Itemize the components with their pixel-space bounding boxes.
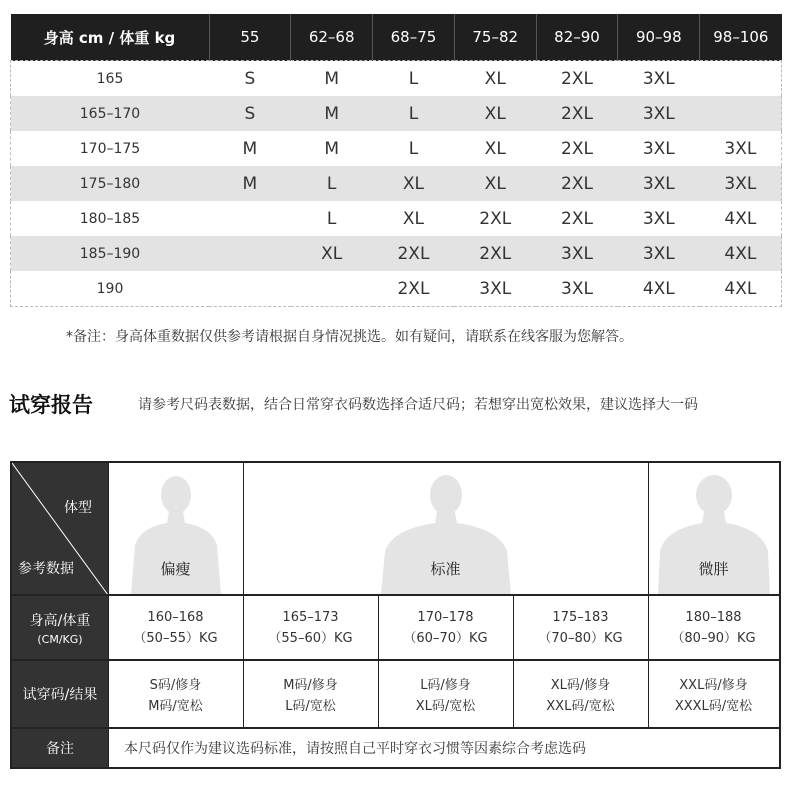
body-type-standard-cell xyxy=(243,463,648,595)
size-cell: 4XL xyxy=(724,208,757,229)
size-cell: 3XL xyxy=(642,68,675,89)
size-chart-body xyxy=(11,61,782,307)
body-type-chubby-label: 微胖 xyxy=(698,560,729,578)
height-cell: 170–175 xyxy=(79,140,141,157)
size-cell: XL xyxy=(454,96,536,131)
row-try-on-title: 试穿码/结果 xyxy=(22,687,98,703)
size-cell: 3XL xyxy=(536,236,618,271)
size-cell: L xyxy=(326,208,337,229)
size-cell: 3XL xyxy=(642,208,675,229)
fit-slim-size: M码/修身 xyxy=(283,678,338,693)
size-note: *备注：身高体重数据仅供参考请根据自身情况挑选。如有疑问，请联系在线客服为您解答。 xyxy=(66,329,633,345)
fit-loose-size: XXL码/宽松 xyxy=(546,699,615,714)
height-weight-cell xyxy=(513,596,648,659)
try-on-cell xyxy=(243,661,378,727)
row-remark-title: 备注 xyxy=(46,741,74,757)
height-weight-cell xyxy=(243,596,378,659)
height-cell: 165–170 xyxy=(11,96,210,131)
remark-text: 本尺码仅作为建议选码标准，请按照自己平时穿衣习惯等因素综合考虑选码 xyxy=(124,741,586,757)
row-remark-label xyxy=(12,729,108,767)
size-cell xyxy=(209,271,291,307)
size-chart-header-row xyxy=(11,14,782,61)
size-cell: 3XL xyxy=(724,138,757,159)
header-weight: 90–98 xyxy=(618,14,700,61)
size-cell: M xyxy=(209,166,291,201)
header-weight: 98–106 xyxy=(700,14,782,61)
weight-range: （70–80）KG xyxy=(538,630,623,646)
fit-slim-size: XXL码/修身 xyxy=(679,678,748,693)
try-on-cell xyxy=(108,661,243,727)
table-row xyxy=(11,271,782,307)
row-try-on-label xyxy=(12,661,108,727)
header-weight: 82–90 xyxy=(536,14,618,61)
size-cell: L xyxy=(408,68,419,89)
table-row xyxy=(11,61,782,97)
size-cell: 2XL xyxy=(561,138,593,159)
height-cell: 175–180 xyxy=(11,166,210,201)
height-cell: 185–190 xyxy=(11,236,210,271)
corner-body-type-label: 体型 xyxy=(64,500,92,516)
size-cell: 2XL xyxy=(373,236,455,271)
size-cell: M xyxy=(291,96,373,131)
size-cell: 4XL xyxy=(700,236,782,271)
size-cell: XL xyxy=(402,208,425,229)
report-title: 试穿报告 xyxy=(9,393,93,417)
size-cell: 2XL xyxy=(479,208,512,229)
weight-range: （60–70）KG xyxy=(403,630,488,646)
row-height-weight-unit: (CM/KG) xyxy=(37,632,83,646)
size-cell: 3XL xyxy=(700,166,782,201)
size-cell: 3XL xyxy=(479,278,512,299)
fit-slim-size: S码/修身 xyxy=(149,678,202,693)
size-cell xyxy=(700,96,782,131)
size-cell: XL xyxy=(454,166,536,201)
fitting-report-table xyxy=(10,461,781,769)
size-cell: XL xyxy=(484,68,506,89)
height-range: 175–183 xyxy=(552,609,609,625)
table-row xyxy=(11,236,782,271)
table-row xyxy=(11,131,782,166)
size-cell: L xyxy=(291,166,373,201)
body-type-slim-label: 偏瘦 xyxy=(160,560,191,578)
remark-cell xyxy=(108,729,779,767)
height-weight-cell xyxy=(648,596,779,659)
table-row xyxy=(11,201,782,236)
fit-slim-size: XL码/修身 xyxy=(550,678,611,693)
fit-slim-size: L码/修身 xyxy=(420,678,471,693)
size-cell: XL xyxy=(291,236,373,271)
try-on-cell xyxy=(378,661,513,727)
size-cell: L xyxy=(373,96,455,131)
fit-loose-size: XL码/宽松 xyxy=(415,699,476,714)
size-cell xyxy=(700,61,782,97)
size-cell: 3XL xyxy=(642,138,675,159)
size-cell: 4XL xyxy=(642,278,675,299)
weight-range: （80–90）KG xyxy=(671,630,756,646)
size-cell: M xyxy=(242,138,258,159)
size-cell: 2XL xyxy=(454,236,536,271)
size-cell: 3XL xyxy=(561,278,593,299)
size-chart-table xyxy=(10,14,782,307)
size-cell xyxy=(291,271,373,307)
header-height-weight: 身高 cm / 体重 kg xyxy=(11,14,210,61)
size-cell: 2XL xyxy=(536,96,618,131)
height-weight-cell xyxy=(378,596,513,659)
size-cell: M xyxy=(324,68,339,89)
size-cell xyxy=(209,236,291,271)
height-weight-cell xyxy=(108,596,243,659)
fit-loose-size: XXXL码/宽松 xyxy=(674,699,753,714)
header-weight: 55 xyxy=(209,14,291,61)
table-row xyxy=(11,166,782,201)
size-cell: S xyxy=(244,68,256,89)
size-cell: XL xyxy=(484,138,506,159)
size-cell: 3XL xyxy=(618,166,700,201)
table-row xyxy=(11,96,782,131)
size-cell: L xyxy=(408,138,419,159)
height-cell: 165 xyxy=(96,70,124,87)
body-type-slim-cell xyxy=(108,463,243,595)
fit-loose-size: L码/宽松 xyxy=(285,699,336,714)
weight-range: （50–55）KG xyxy=(133,630,218,646)
size-cell: 3XL xyxy=(618,96,700,131)
height-range: 180–188 xyxy=(685,609,742,625)
size-cell xyxy=(209,201,291,236)
size-cell: M xyxy=(324,138,339,159)
corner-reference-label: 参考数据 xyxy=(18,561,74,577)
size-cell: 3XL xyxy=(618,236,700,271)
size-cell: 2XL xyxy=(561,208,593,229)
size-cell: 2XL xyxy=(561,68,593,89)
size-cell: S xyxy=(209,96,291,131)
size-cell: XL xyxy=(373,166,455,201)
row-height-weight-label xyxy=(12,596,108,659)
body-type-chubby-cell xyxy=(648,463,779,595)
height-cell: 190 xyxy=(96,280,124,297)
header-weight: 75–82 xyxy=(454,14,536,61)
body-type-standard-label: 标准 xyxy=(430,560,461,578)
height-range: 170–178 xyxy=(417,609,474,625)
try-on-cell xyxy=(648,661,779,727)
size-cell: 4XL xyxy=(724,278,757,299)
corner-header-cell xyxy=(12,463,108,595)
height-range: 160–168 xyxy=(147,609,204,625)
height-range: 165–173 xyxy=(282,609,339,625)
size-cell: 2XL xyxy=(397,278,430,299)
header-weight: 62–68 xyxy=(291,14,373,61)
fit-loose-size: M码/宽松 xyxy=(148,699,203,714)
size-cell: 2XL xyxy=(536,166,618,201)
height-cell: 180–185 xyxy=(79,210,141,227)
header-weight: 68–75 xyxy=(373,14,455,61)
row-height-weight-title: 身高/体重 xyxy=(29,612,91,629)
report-description: 请参考尺码表数据，结合日常穿衣码数选择合适尺码；若想穿出宽松效果，建议选择大一码 xyxy=(138,397,698,413)
weight-range: （55–60）KG xyxy=(268,630,353,646)
try-on-cell xyxy=(513,661,648,727)
